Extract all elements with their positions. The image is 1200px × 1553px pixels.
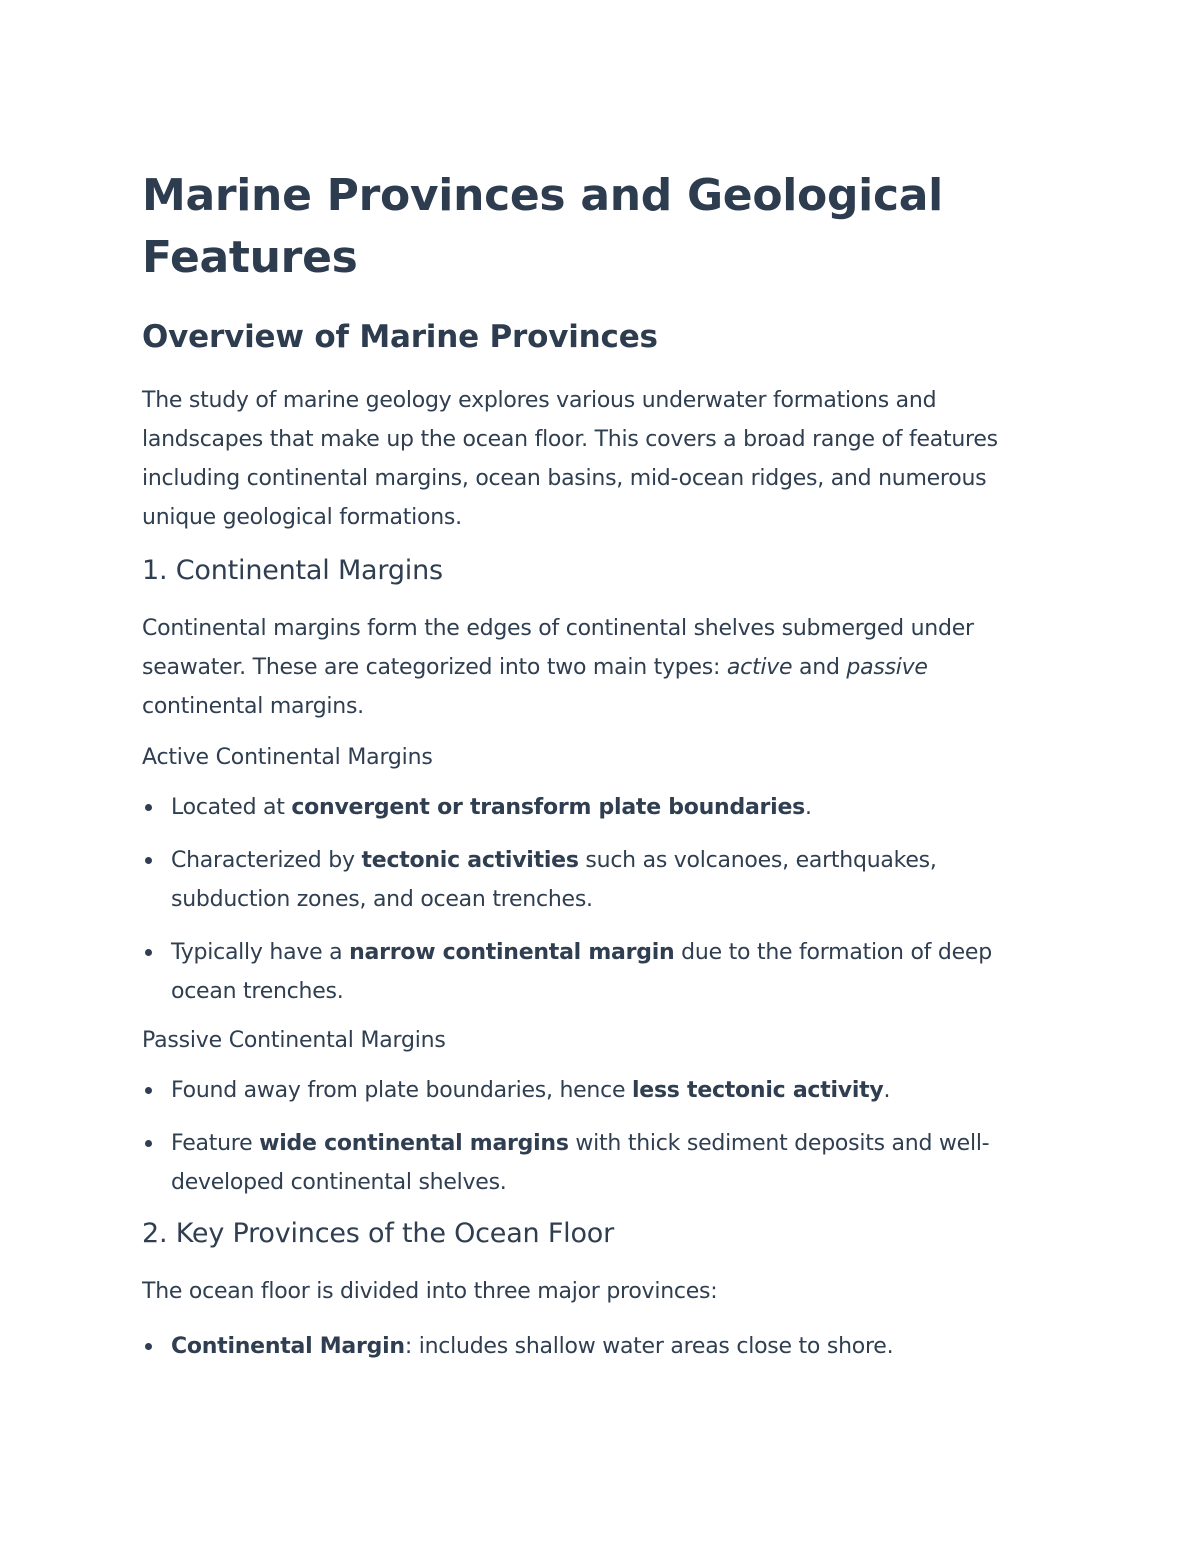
item-text: Located at — [171, 795, 292, 820]
active-margins-list — [142, 788, 1047, 1011]
item-text: Found away from plate boundaries, hence — [171, 1078, 632, 1103]
section-2-intro: The ocean floor is divided into three major provinces: — [142, 1279, 718, 1304]
item-bold-text: narrow continental margin — [349, 940, 675, 965]
list-item — [142, 1071, 1047, 1110]
list-item — [142, 933, 1047, 1011]
bullet-icon — [145, 804, 152, 811]
section-1-intro — [142, 609, 1047, 726]
bullet-icon — [145, 949, 152, 956]
item-bold-text: tectonic activities — [361, 848, 579, 873]
document-page — [142, 165, 1047, 1380]
section-1-heading: 1. Continental Margins — [142, 555, 443, 586]
item-bold-text: convergent or transform plate boundaries — [291, 795, 805, 820]
bullet-icon — [145, 1140, 152, 1147]
bullet-icon — [145, 1343, 152, 1350]
passive-margins-list — [142, 1071, 1047, 1202]
section-2-heading: 2. Key Provinces of the Ocean Floor — [142, 1218, 615, 1249]
item-text: such as volcanoes, earthquakes, subduction zones, and ocean trenches. — [171, 848, 937, 912]
bullet-icon — [145, 1087, 152, 1094]
active-margins-heading: Active Continental Margins — [142, 745, 433, 770]
item-text: Characterized by — [171, 848, 362, 873]
item-text: : includes shallow water areas close to shore. — [404, 1334, 894, 1359]
item-bold-text: Continental Margin — [171, 1334, 405, 1359]
list-item — [142, 1124, 1047, 1202]
bullet-icon — [145, 857, 152, 864]
item-bold-text: wide continental margins — [259, 1131, 569, 1156]
list-item — [142, 788, 1047, 827]
passive-margins-heading: Passive Continental Margins — [142, 1028, 446, 1053]
intro-text: Continental margins form the edges of continental shelves submerged under seawater. These are categorized into two main types: — [142, 616, 974, 680]
list-item — [142, 841, 1047, 919]
item-text: Typically have a — [171, 940, 350, 965]
item-text: . — [804, 795, 812, 820]
item-text: with thick sediment deposits and well-developed continental shelves. — [171, 1131, 990, 1195]
item-bold-text: less tectonic activity — [632, 1078, 884, 1103]
item-text: Feature — [171, 1131, 260, 1156]
ocean-provinces-list — [142, 1327, 1047, 1366]
overview-heading: Overview of Marine Provinces — [142, 319, 658, 355]
list-item — [142, 1327, 1047, 1366]
document-title: Marine Provinces and Geological Features — [142, 170, 943, 283]
item-text: due to the formation of deep ocean trenches. — [171, 940, 992, 1004]
item-text: . — [883, 1078, 891, 1103]
intro-emphasis-active: active — [726, 655, 793, 680]
intro-text: continental margins. — [142, 694, 364, 719]
intro-emphasis-passive: passive — [846, 655, 928, 680]
overview-paragraph: The study of marine geology explores various underwater formations and landscapes that make up the ocean floor. This covers a broad range of features including continental margins, ocean basins, mid-ocean ridges, and numerous unique geological formations. — [142, 388, 998, 530]
intro-text: and — [792, 655, 847, 680]
